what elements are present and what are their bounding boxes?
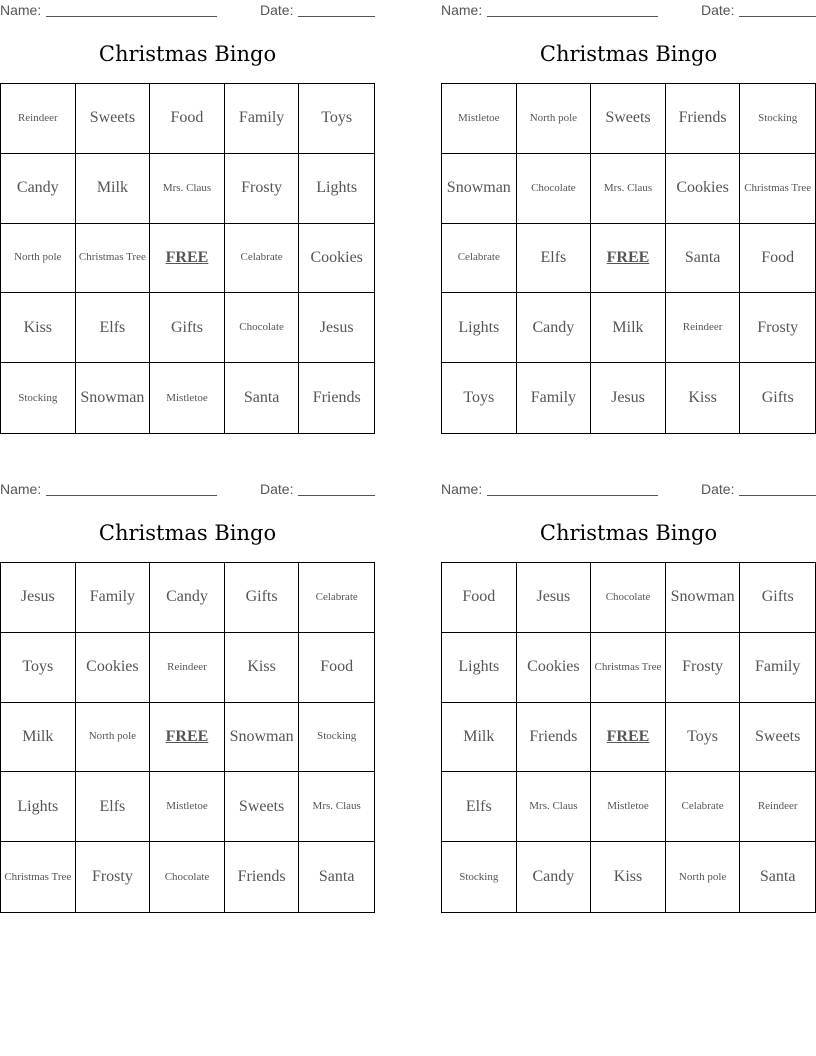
bingo-cell[interactable]: Christmas Tree bbox=[76, 224, 151, 294]
bingo-cell[interactable]: Kiss bbox=[1, 293, 76, 363]
bingo-cell[interactable]: Milk bbox=[1, 703, 76, 773]
bingo-cell[interactable]: Toys bbox=[299, 84, 374, 154]
bingo-cell[interactable]: Celabrate bbox=[299, 563, 374, 633]
bingo-cell[interactable]: Chocolate bbox=[150, 842, 225, 912]
bingo-card-1 bbox=[0, 0, 375, 433]
bingo-cell[interactable]: Santa bbox=[318, 868, 355, 886]
bingo-cell[interactable]: Elfs bbox=[76, 293, 151, 363]
bingo-cell[interactable]: Celabrate bbox=[442, 224, 517, 294]
name-label: Name: bbox=[0, 2, 42, 18]
bingo-cell[interactable]: Toys bbox=[442, 363, 517, 433]
bingo-cell[interactable]: North pole bbox=[666, 842, 741, 912]
date-label: Date: bbox=[701, 481, 735, 497]
free-space-cell[interactable]: FREE bbox=[591, 224, 666, 294]
bingo-card-3 bbox=[0, 479, 375, 912]
bingo-cell[interactable]: Snowman bbox=[666, 563, 741, 633]
bingo-cell[interactable]: Candy bbox=[150, 563, 225, 633]
bingo-cell[interactable]: Chocolate bbox=[225, 293, 300, 363]
bingo-cell[interactable]: Mrs. Claus bbox=[299, 772, 374, 842]
name-date-line bbox=[441, 481, 816, 499]
bingo-cell[interactable]: Frosty bbox=[225, 154, 300, 224]
bingo-cell[interactable]: Mrs. Claus bbox=[150, 154, 225, 224]
card-title: Christmas Bingo bbox=[539, 521, 718, 545]
bingo-cell[interactable]: Reindeer bbox=[1, 84, 76, 154]
bingo-cell[interactable]: Santa bbox=[225, 363, 300, 433]
bingo-cell[interactable]: Candy bbox=[517, 293, 592, 363]
name-blank-line[interactable] bbox=[487, 495, 658, 496]
bingo-cell[interactable]: Family bbox=[740, 633, 815, 703]
bingo-cell[interactable]: Candy bbox=[517, 842, 592, 912]
bingo-cell[interactable]: Frosty bbox=[666, 633, 741, 703]
bingo-cell[interactable]: Toys bbox=[666, 703, 741, 773]
bingo-cell[interactable]: Celabrate bbox=[666, 772, 741, 842]
bingo-cell[interactable]: Gifts bbox=[740, 563, 815, 633]
card-title: Christmas Bingo bbox=[98, 521, 277, 545]
bingo-cell[interactable]: Lights bbox=[442, 293, 517, 363]
name-label: Name: bbox=[0, 481, 42, 497]
bingo-grid bbox=[0, 83, 375, 434]
bingo-cell[interactable]: Mistletoe bbox=[150, 363, 225, 433]
bingo-cell[interactable]: Jesus bbox=[1, 563, 76, 633]
bingo-cell[interactable]: Elfs bbox=[442, 772, 517, 842]
bingo-cell[interactable]: Food bbox=[299, 633, 374, 703]
date-label: Date: bbox=[701, 2, 735, 18]
bingo-cell[interactable]: Kiss bbox=[225, 633, 300, 703]
bingo-cell[interactable]: Mistletoe bbox=[591, 772, 666, 842]
bingo-cell[interactable]: Christmas Tree bbox=[1, 842, 76, 912]
bingo-grid bbox=[0, 562, 375, 913]
bingo-cell[interactable]: Stocking bbox=[299, 703, 374, 773]
bingo-cell[interactable]: Cookies bbox=[299, 224, 374, 294]
bingo-grid bbox=[441, 83, 816, 434]
name-blank-line[interactable] bbox=[46, 16, 217, 17]
date-blank-line[interactable] bbox=[739, 16, 816, 17]
bingo-cell[interactable]: North pole bbox=[517, 84, 592, 154]
bingo-cell[interactable]: Jesus bbox=[591, 363, 666, 433]
name-label: Name: bbox=[441, 481, 483, 497]
bingo-cell[interactable]: Gifts bbox=[150, 293, 225, 363]
bingo-cell[interactable]: Christmas Tree bbox=[591, 633, 666, 703]
card-title: Christmas Bingo bbox=[539, 42, 718, 66]
bingo-cell[interactable]: Kiss bbox=[666, 363, 741, 433]
bingo-cell[interactable]: Celabrate bbox=[225, 224, 300, 294]
bingo-cell[interactable]: Lights bbox=[299, 154, 374, 224]
name-date-line bbox=[0, 481, 375, 499]
bingo-cell[interactable]: Sweets bbox=[76, 84, 151, 154]
bingo-cell[interactable]: Milk bbox=[442, 703, 517, 773]
bingo-cell[interactable]: Family bbox=[225, 84, 300, 154]
bingo-cell[interactable]: Cookies bbox=[76, 633, 151, 703]
date-blank-line[interactable] bbox=[298, 16, 375, 17]
bingo-cell[interactable]: Sweets bbox=[591, 84, 666, 154]
bingo-cell[interactable]: Lights bbox=[1, 772, 76, 842]
name-label: Name: bbox=[441, 2, 483, 18]
date-label: Date: bbox=[260, 481, 294, 497]
bingo-cell[interactable]: Santa bbox=[666, 224, 741, 294]
bingo-cell[interactable]: Lights bbox=[442, 633, 517, 703]
bingo-card-4 bbox=[441, 479, 816, 912]
bingo-cell[interactable]: Milk bbox=[76, 154, 151, 224]
free-space-cell[interactable]: FREE bbox=[150, 224, 225, 294]
bingo-cell[interactable]: Food bbox=[150, 84, 225, 154]
bingo-cell[interactable]: Family bbox=[76, 563, 151, 633]
name-blank-line[interactable] bbox=[46, 495, 217, 496]
bingo-cell[interactable]: Jesus bbox=[517, 563, 592, 633]
bingo-cell[interactable]: Stocking bbox=[442, 842, 517, 912]
bingo-cell[interactable]: Toys bbox=[1, 633, 76, 703]
bingo-cell[interactable]: Sweets bbox=[225, 772, 300, 842]
bingo-cell[interactable]: Snowman bbox=[225, 703, 300, 773]
bingo-cell[interactable]: Sweets bbox=[740, 703, 815, 773]
bingo-card-2 bbox=[441, 0, 816, 433]
bingo-cell[interactable]: North pole bbox=[76, 703, 151, 773]
bingo-cell[interactable]: Friends bbox=[312, 389, 361, 407]
bingo-cell[interactable]: Reindeer bbox=[666, 293, 741, 363]
date-blank-line[interactable] bbox=[739, 495, 816, 496]
bingo-cell[interactable]: Friends bbox=[666, 84, 741, 154]
bingo-cell[interactable]: Friends bbox=[225, 842, 300, 912]
bingo-cell[interactable]: Chocolate bbox=[517, 154, 592, 224]
bingo-cell[interactable]: Cookies bbox=[666, 154, 741, 224]
bingo-grid bbox=[441, 562, 816, 913]
bingo-cell[interactable]: Reindeer bbox=[150, 633, 225, 703]
card-title: Christmas Bingo bbox=[98, 42, 277, 66]
bingo-cell[interactable]: Mistletoe bbox=[150, 772, 225, 842]
bingo-cell[interactable]: Chocolate bbox=[591, 563, 666, 633]
date-blank-line[interactable] bbox=[298, 495, 375, 496]
name-date-line bbox=[441, 2, 816, 20]
bingo-cell[interactable]: North pole bbox=[1, 224, 76, 294]
free-space-cell[interactable]: FREE bbox=[591, 703, 666, 773]
bingo-cell[interactable]: Milk bbox=[591, 293, 666, 363]
bingo-cell[interactable]: Food bbox=[442, 563, 517, 633]
bingo-cell[interactable]: Mistletoe bbox=[442, 84, 517, 154]
bingo-cell[interactable]: Reindeer bbox=[740, 772, 815, 842]
free-space-cell[interactable]: FREE bbox=[150, 703, 225, 773]
bingo-cell[interactable]: Mrs. Claus bbox=[517, 772, 592, 842]
bingo-cell[interactable]: Stocking bbox=[740, 84, 815, 154]
bingo-cell[interactable]: Food bbox=[740, 224, 815, 294]
bingo-cell[interactable]: Snowman bbox=[76, 363, 151, 433]
name-blank-line[interactable] bbox=[487, 16, 658, 17]
bingo-cell[interactable]: Family bbox=[517, 363, 592, 433]
bingo-cell[interactable]: Jesus bbox=[299, 293, 374, 363]
bingo-cell[interactable]: Frosty bbox=[740, 293, 815, 363]
bingo-cell[interactable]: Santa bbox=[759, 868, 796, 886]
bingo-cell[interactable]: Gifts bbox=[225, 563, 300, 633]
bingo-cell[interactable]: Friends bbox=[517, 703, 592, 773]
bingo-cell[interactable]: Candy bbox=[1, 154, 76, 224]
bingo-cell[interactable]: Elfs bbox=[76, 772, 151, 842]
bingo-cell[interactable]: Elfs bbox=[517, 224, 592, 294]
date-label: Date: bbox=[260, 2, 294, 18]
bingo-cell[interactable]: Christmas Tree bbox=[740, 154, 815, 224]
bingo-cell[interactable]: Frosty bbox=[76, 842, 151, 912]
bingo-cell[interactable]: Stocking bbox=[1, 363, 76, 433]
bingo-cell[interactable]: Mrs. Claus bbox=[591, 154, 666, 224]
bingo-cell[interactable]: Gifts bbox=[761, 389, 794, 407]
bingo-cell[interactable]: Snowman bbox=[442, 154, 517, 224]
bingo-cell[interactable]: Cookies bbox=[517, 633, 592, 703]
name-date-line bbox=[0, 2, 375, 20]
bingo-cell[interactable]: Kiss bbox=[591, 842, 666, 912]
